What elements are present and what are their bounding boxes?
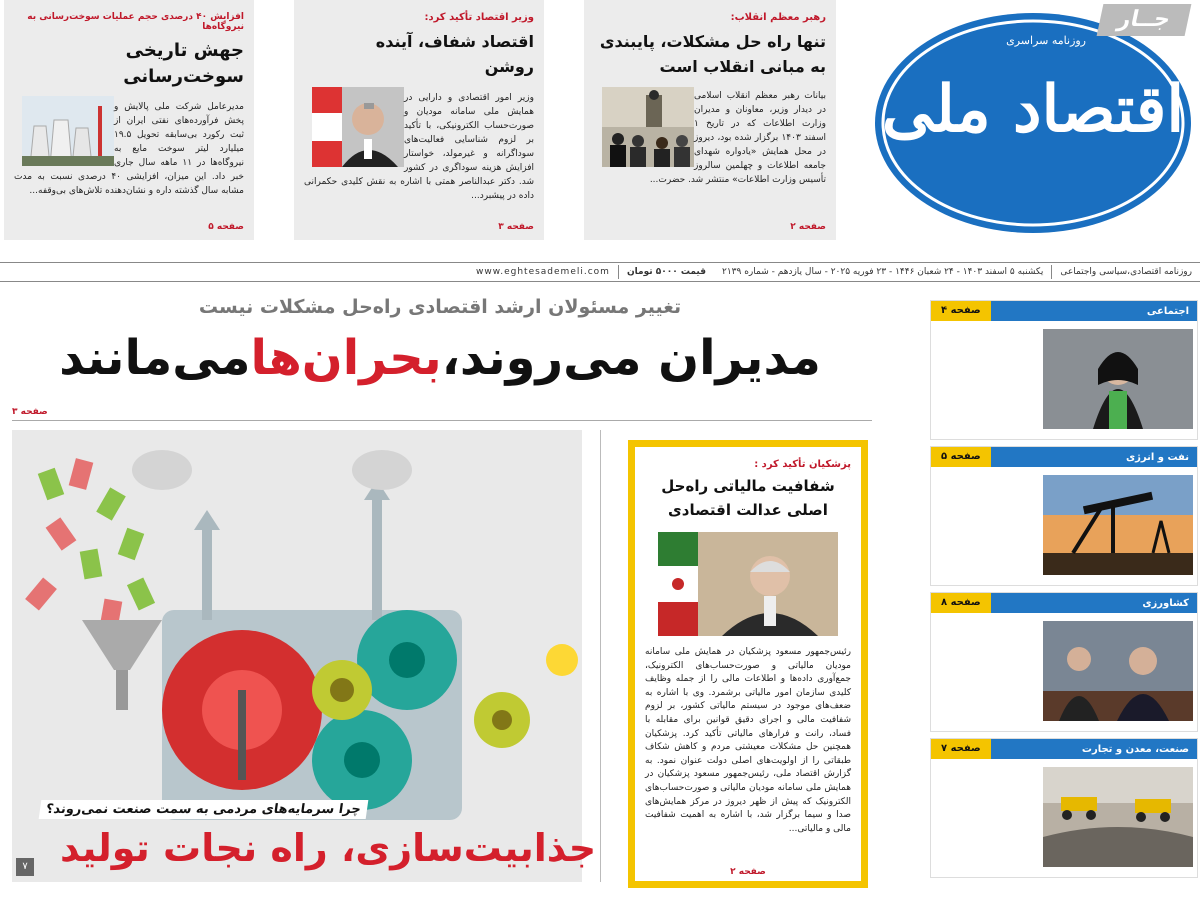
teaser-kicker: رهبر معظم انقلاب: — [730, 12, 826, 23]
sidebar-card-oil[interactable] — [930, 446, 1198, 586]
sidebar-photo — [1043, 329, 1193, 429]
logo-title: اقتصاد ملی — [881, 72, 1185, 147]
headline-part-2: می‌مانند — [59, 330, 251, 386]
main-pageref[interactable]: صفحه ۳ — [12, 407, 48, 417]
headline-part-1: مدیران می‌روند، — [441, 330, 821, 386]
teaser-leader[interactable] — [584, 0, 836, 240]
teaser-body: وزیر امور اقتصادی و دارایی در همایش ملی سامانه مودیان و صورت‌حساب الکترونیکی، با تأکید بر لزوم شناسایی فعالیت‌های سوداگرانه و غیرمولد، خواستار افزایش هزینه سوداگری در کشور شد. دکتر عبدالناصر همتی با اشاره به نقش کلیدی حکمرانی داده در پیشبرد... — [304, 93, 534, 201]
issue-date: یکشنبه ۵ اسفند ۱۴۰۳ - ۲۴ شعبان ۱۴۴۶ - ۲۳ فوریه ۲۰۲۵ - سال یازدهم - شماره ۲۱۳۹ — [722, 267, 1044, 277]
headline-red-part: بحران‌ها — [250, 330, 442, 386]
section-bar — [931, 447, 1197, 467]
teaser-headline[interactable]: جهش تاریخی سوخت‌رسانی — [123, 40, 244, 87]
sidebar-photo — [1043, 767, 1193, 867]
main-subheadline: تغییر مسئولان ارشد اقتصادی راه‌حل مشکلات نیست — [198, 296, 682, 318]
article-headline[interactable]: شفافیت مالیاتی راه‌حل اصلی عدالت اقتصادی — [661, 477, 835, 519]
teaser-body: مدیرعامل شرکت ملی پالایش و پخش فرآورده‌های نفتی ایران از ثبت رکورد بی‌سابقه تحویل ۱۹.۵ میلیارد لیتر سوخت مایع به نیروگاه‌ها در ۱۱ ماهه سال جاری خبر داد. این میزان، افزایشی ۴۰ درصدی نسبت به مدت مشابه سال گذشته داره و نشان‌دهنده تلاش‌های بی‌وقفه... — [14, 102, 244, 196]
section-bar — [931, 301, 1197, 321]
teaser-pageref[interactable]: صفحه ۲ — [790, 222, 826, 232]
teaser-photo — [602, 87, 694, 167]
article-photo — [658, 532, 838, 636]
logo-subtitle: روزنامه سراسری — [1006, 34, 1086, 47]
main-headline[interactable] — [0, 330, 880, 386]
teaser-photo — [312, 87, 404, 167]
paper-description: روزنامه اقتصادی،سیاسی واجتماعی — [1060, 267, 1192, 277]
teaser-kicker: افزایش ۴۰ درصدی حجم عملیات سوخت‌رسانی به نیروگاه‌ها — [27, 12, 244, 32]
section-pageref[interactable]: صفحه ۵ — [931, 447, 991, 467]
illustration-page-number: ۷ — [16, 858, 34, 876]
section-pageref[interactable]: صفحه ۷ — [931, 739, 991, 759]
article-pageref[interactable]: صفحه ۲ — [730, 867, 766, 877]
illustration-kicker: چرا سرمایه‌های مردمی به سمت صنعت نمی‌روند؟ — [39, 800, 368, 819]
teaser-pageref[interactable]: صفحه ۵ — [208, 222, 244, 232]
section-bar — [931, 593, 1197, 613]
illustration-headline[interactable]: جذابیت‌سازی، راه نجات تولید — [60, 826, 597, 870]
column-divider — [600, 430, 601, 882]
teaser-body: بیانات رهبر معظم انقلاب اسلامی در دیدار وزیر، معاونان و مدیران وزارت اطلاعات که در تاریخ ۱ اسفند ۱۴۰۳ برگزار شده بود، دیروز در محل همایش «یادواره شهدای جامعه اطلاعات و چهلمین سالروز تأسیس وزارت اطلاعات» منتشر شد. حضرت... — [649, 91, 826, 185]
teaser-headline[interactable]: تنها راه حل مشکلات، پایبندی به مبانی انقلاب است — [599, 32, 826, 76]
section-pageref[interactable]: صفحه ۴ — [931, 301, 991, 321]
sidebar-photo — [1043, 475, 1193, 575]
sidebar-card-industry[interactable] — [930, 738, 1198, 878]
issue-price: قیمت ۵۰۰۰ تومان — [626, 267, 706, 277]
teaser-photo — [22, 96, 114, 166]
sidebar-card-agriculture[interactable] — [930, 592, 1198, 732]
masthead-logo[interactable] — [872, 10, 1194, 236]
section-bar — [931, 739, 1197, 759]
teaser-kicker: وزیر اقتصاد تأکید کرد: — [424, 12, 534, 23]
section-title: صنعت، معدن و تجارت — [1081, 743, 1189, 755]
teaser-fuel[interactable] — [4, 0, 254, 240]
section-title: اجتماعی — [1146, 305, 1189, 317]
section-pageref[interactable]: صفحه ۸ — [931, 593, 991, 613]
divider — [12, 420, 872, 421]
section-title: نفت و انرژی — [1125, 451, 1189, 463]
website-link[interactable]: www.eghtesademeli.com — [475, 267, 610, 277]
teaser-headline[interactable]: اقتصاد شفاف، آینده روشن — [375, 32, 534, 76]
section-title: کشاورزی — [1142, 597, 1189, 609]
teaser-pageref[interactable]: صفحه ۳ — [498, 222, 534, 232]
sidebar-card-social[interactable] — [930, 300, 1198, 440]
sidebar-photo — [1043, 621, 1193, 721]
article-kicker: پزشکیان تأکید کرد : — [754, 459, 851, 470]
article-body: رئیس‌جمهور مسعود پزشکیان در همایش ملی سامانه مودیان مالیاتی و صورت‌حساب‌های الکترونیک، جمع‌آوری داده‌ها و اطلاعات مالی را از جمله وظایف کلیدی سازمان امور مالیاتی برشمرد. وی با اشاره به ضعف‌های موجود در سیستم مالیاتی کشور، بر لزوم شفافیت مالی و اجرای دقیق قوانین برای مقابله با فساد، رانت و فرارهای مالیاتی تأکید کرد. پزشکیان همچنین حل مشکلات معیشتی مردم و کاهش شکاف طبقاتی را از اولویت‌های اصلی دولت عنوان نمود. به گزارش اقتصاد ملی، رئیس‌جمهور مسعود پزشکیان در همایش ملی سامانه مودیان مالیاتی و صورت‌حساب‌های الکترونیک که پیش از ظهر دیروز در مرکز همایش‌های صدا و سیما برگزار شد، با اشاره به اهمیت شفافیت مالی و مالیاتی... — [645, 647, 851, 834]
president-article[interactable] — [628, 440, 868, 888]
masthead-tag: جــار — [1097, 4, 1192, 36]
issue-info-bar — [0, 262, 1200, 282]
teaser-economy[interactable] — [294, 0, 544, 240]
